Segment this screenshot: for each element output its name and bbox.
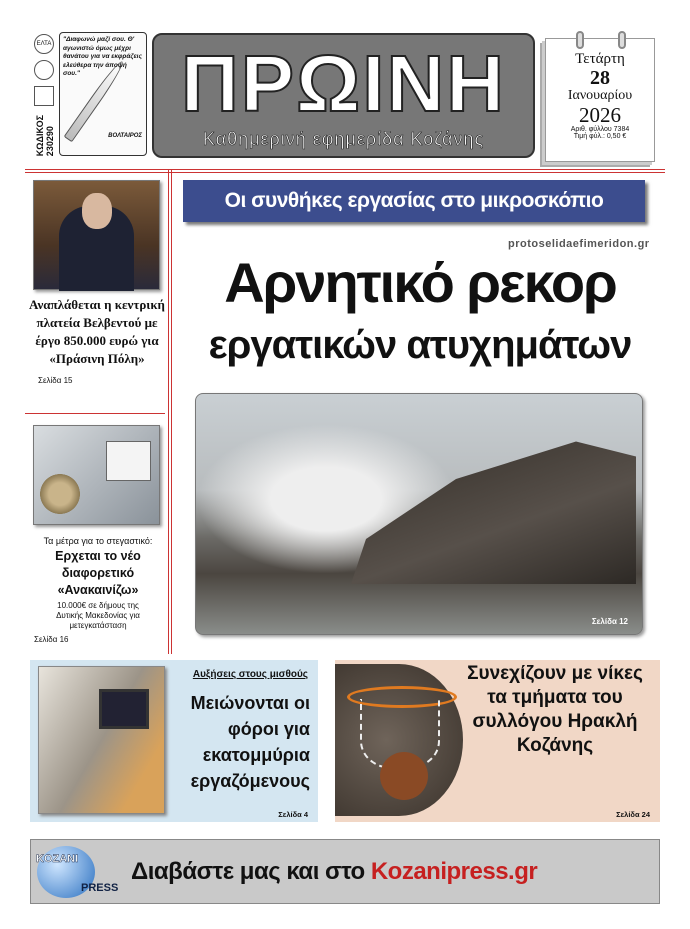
year: 2026: [579, 103, 621, 127]
horizontal-rule: [25, 169, 665, 173]
date-calendar: [545, 38, 655, 162]
page-ref: Σελίδα 4: [278, 810, 308, 819]
story-kicker: Αυξήσεις στους μισθούς: [192, 669, 308, 680]
main-headline-line1[interactable]: Αρνητικό ρεκορ: [224, 251, 616, 314]
story-headline: Αναπλάθεται η κεντρική πλατεία Βελβεντού με έργο 850.000 ευρώ για «Πράσινη Πόλη»: [29, 297, 165, 366]
basketball-photo: [335, 664, 463, 816]
story-taxes[interactable]: [30, 660, 318, 822]
month: Ιανουαρίου: [567, 88, 633, 103]
office-worker-photo: [38, 666, 165, 814]
masthead: [152, 33, 535, 158]
fire-aftermath-photo: [195, 393, 643, 635]
issue-number: Αριθ. φύλλου 7384: [570, 126, 630, 133]
story-basketball[interactable]: [335, 660, 660, 822]
story-headline: Ερχεται το νέο διαφορετικό «Ανακαινίζω»: [55, 549, 141, 597]
page-ref: Σελίδα 12: [591, 617, 628, 626]
story-velvento[interactable]: [28, 296, 166, 390]
postal-badges: [33, 30, 57, 160]
vertical-rule: [168, 169, 172, 654]
voltaire-quote: "Διαφωνώ μαζί σου. Θ' αγωνιστώ όμως μέχρι θανάτου για να εκφράζεις ελεύθερα την άποψή σου.": [63, 36, 142, 77]
ad-site-link[interactable]: Kozanipress.gr: [370, 858, 538, 885]
price: Τιμή φύλ.: 0,50 €: [573, 133, 627, 140]
watermark: protoselidaefimeridon.gr: [508, 238, 650, 250]
logo-text-top: KOZANI: [36, 853, 79, 865]
quote-author: ΒΟΛΤΑΙΡΟΣ: [108, 133, 142, 139]
logo-text-bottom: PRESS: [81, 882, 119, 894]
ad-text: Διαβάστε μας και στο Kozanipress.gr: [131, 858, 538, 885]
masthead-title: ΠΡΩΙΝΗ: [180, 39, 507, 128]
day: 28: [590, 67, 610, 89]
politician-photo: [33, 180, 160, 290]
story-kicker: Τα μέτρα για το στεγαστικό:: [43, 536, 153, 546]
weekday: Τετάρτη: [575, 51, 625, 67]
divider: [25, 413, 165, 414]
barcode-icon: [34, 86, 54, 106]
elta-logo-icon: ΕΛΤΑ: [34, 34, 54, 54]
story-anakainizo[interactable]: [28, 536, 168, 644]
postal-code: ΚΩΔΙΚΟΣ 230290: [35, 114, 55, 156]
calendar-ring-icon: [576, 31, 584, 49]
housing-photo: [33, 425, 160, 525]
section-banner: Οι συνθήκες εργασίας στο μικροσκόπιο: [183, 180, 645, 222]
page-ref: Σελίδα 16: [34, 635, 69, 644]
kozanipress-ad[interactable]: [30, 839, 660, 904]
page-ref: Σελίδα 15: [38, 376, 73, 385]
quote-box: [33, 30, 149, 160]
seal-icon: [34, 60, 54, 80]
story-subline: 10.000€ σε δήμους της Δυτικής Μακεδονίας για μετεγκατάσταση: [56, 601, 140, 630]
story-headline: Συνεχίζουν με νίκες τα τμήματα του συλλόγου Ηρακλή Κοζάνης: [467, 663, 643, 756]
story-headline: Μειώνονται οι φόροι για εκατομμύρια εργαζόμενους: [190, 693, 310, 791]
quill-scroll: [59, 32, 147, 156]
calendar-ring-icon: [618, 31, 626, 49]
page-ref: Σελίδα 24: [616, 810, 650, 819]
masthead-subtitle: Καθημερινή εφημερίδα Κοζάνης: [202, 129, 485, 149]
main-headline-line2[interactable]: εργατικών ατυχημάτων: [208, 323, 632, 367]
